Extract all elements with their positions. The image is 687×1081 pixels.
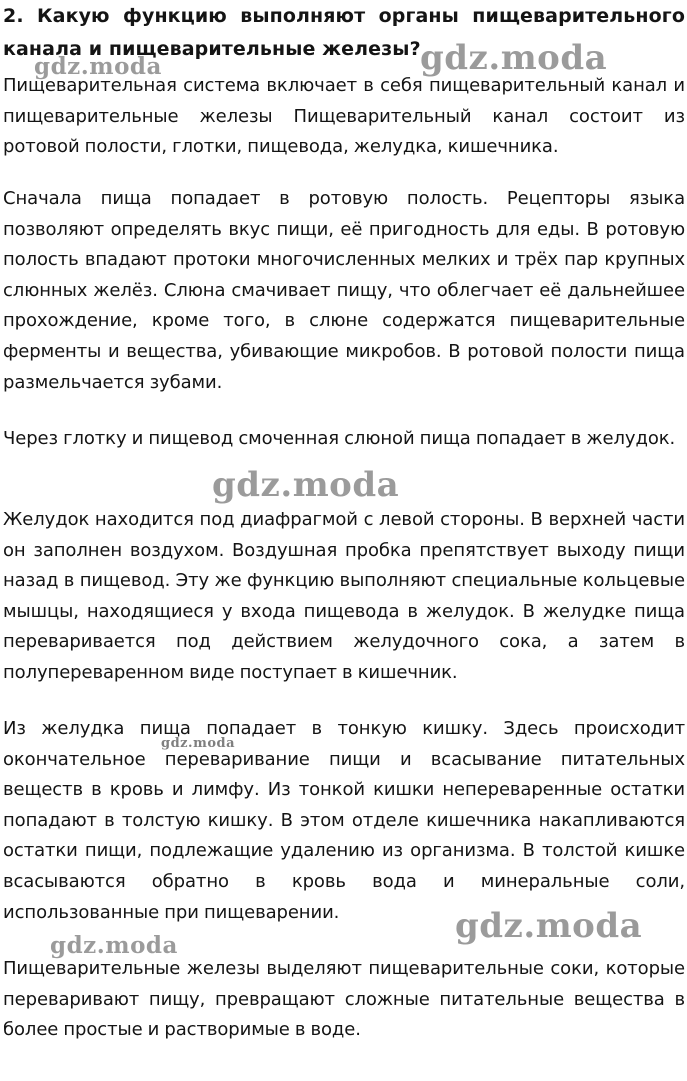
watermark: gdz.moda — [455, 906, 643, 946]
answer-paragraph: Пищеварительные железы выделяют пищеварительные соки, которые переваривают пищу, превращают сложные питательные вещества в более простые и растворимые в воде. — [3, 958, 685, 1041]
question-title: 2. Какую функцию выполняют органы пищеварительного канала и пищеварительные железы? — [3, 5, 685, 60]
answer-paragraph: Из желудка пища попадает в тонкую кишку. Здесь происходит окончательное переваривание пищи и всасывание питательных веществ в кровь и лимфу. Из тонкой кишки непереваренные остатки попадают в толстую кишку. В этом отделе кишечника накапливаются остатки пищи, подлежащие удалению из организма. В толстой кишке всасываются обратно в кровь вода и минеральные соли, использованные при пищеварении. — [3, 718, 685, 923]
watermark: gdz.moda — [50, 932, 178, 959]
watermark: gdz.moda — [420, 38, 608, 78]
answer-paragraph: Пищеварительная система включает в себя пищеварительный канал и пищеварительные железы Пищеварительный канал состоит из ротовой полости, глотки, пищевода, желудка, кишечника. — [3, 75, 685, 158]
watermark: gdz.moda — [212, 465, 400, 505]
answer-paragraph: Желудок находится под диафрагмой с левой стороны. В верхней части он заполнен воздухом. Воздушная пробка препятствует выходу пищи назад в пищевод. Эту же функцию выполняют специальные кольцевые мышцы, находящиеся у входа пищевода в желудок. В желудке пища переваривается под действием желудочного сока, а затем в полупереваренном виде поступает в кишечник. — [3, 509, 685, 683]
watermark: gdz.moda — [161, 736, 236, 751]
answer-paragraph: Через глотку и пищевод смоченная слюной пища попадает в желудок. — [3, 428, 676, 449]
watermark: gdz.moda — [34, 53, 162, 80]
answer-paragraph: Сначала пища попадает в ротовую полость. Рецепторы языка позволяют определять вкус пищи, её пригодность для еды. В ротовую полость впадают протоки многочисленных мелких и трёх пар крупных слюнных желёз. Слюна смачивает пищу, что облегчает её дальнейшее прохождение, кроме того, в слюне содержатся пищеварительные ферменты и вещества, убивающие микробов. В ротовой полости пища размельчается зубами. — [3, 188, 685, 393]
